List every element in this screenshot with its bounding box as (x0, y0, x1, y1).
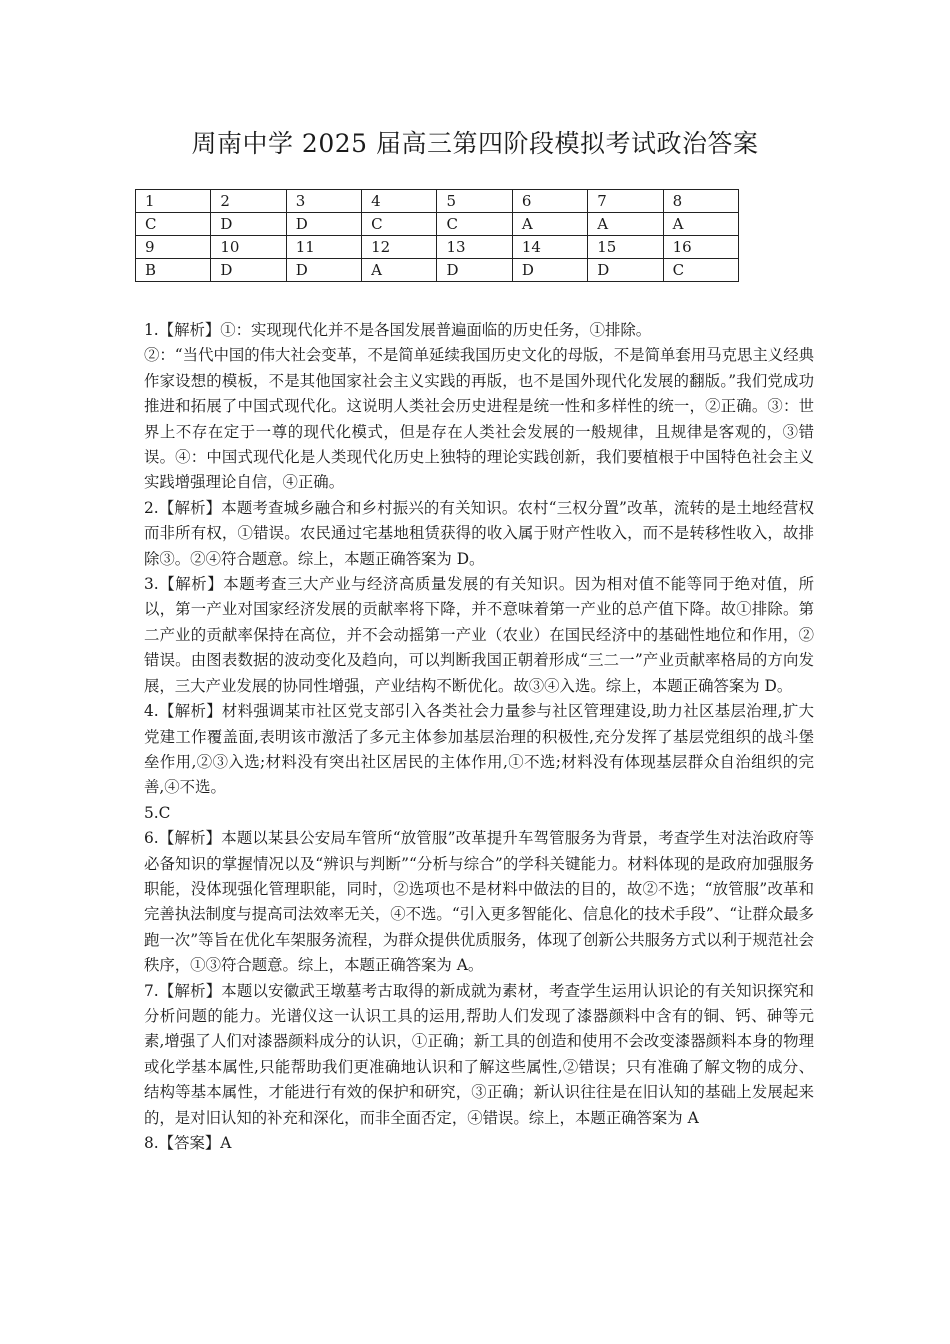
explanation-q1-continued: ②：“当代中国的伟大社会变革，不是简单延续我国历史文化的母版，不是简单套用马克思主义经典作家设想的模板，不是其他国家社会主义实践的再版，也不是国外现代化发展的翻版。”我们党成功推进和拓展了中国式现代化。这说明人类社会历史进程是统一性和多样性的统一，②正确。③：世界上不存在定于一尊的现代化模式，但是存在人类社会发展的一般规律，且规律是客观的，③错误。④：中国式现代化是人类现代化历史上独特的理论实践创新，我们要植根于中国特色社会主义实践增强理论自信，④正确。 (144, 346, 814, 492)
table-cell: 8 (663, 190, 738, 213)
table-row (136, 236, 739, 259)
table-cell: 9 (136, 236, 211, 259)
table-cell: C (663, 259, 738, 282)
table-row (136, 213, 739, 236)
answer-table (135, 189, 739, 282)
table-cell: B (136, 259, 211, 282)
table-cell: A (588, 213, 663, 236)
table-cell: 16 (663, 236, 738, 259)
table-cell: D (286, 259, 361, 282)
table-cell: C (437, 213, 512, 236)
explanation-q1: 1.【解析】①：实现现代化并不是各国发展普遍面临的历史任务，①排除。 (144, 321, 652, 339)
table-cell: 4 (362, 190, 437, 213)
table-cell: 5 (437, 190, 512, 213)
table-cell: D (512, 259, 587, 282)
table-cell: A (512, 213, 587, 236)
table-cell: 1 (136, 190, 211, 213)
explanation-q8: 8.【答案】A (144, 1134, 232, 1152)
explanation-q3: 3.【解析】本题考查三大产业与经济高质量发展的有关知识。因为相对值不能等同于绝对值，所以，第一产业对国家经济发展的贡献率将下降，并不意味着第一产业的总产值下降。故①排除。第二产业的贡献率保持在高位，并不会动摇第一产业（农业）在国民经济中的基础性地位和作用，②错误。由图表数据的波动变化及趋向，可以判断我国正朝着形成“三二一”产业贡献率格局的方向发展，三大产业发展的协同性增强，产业结构不断优化。故③④入选。综上，本题正确答案为 D。 (144, 575, 814, 695)
page-title: 周南中学 2025 届高三第四阶段模拟考试政治答案 (191, 129, 759, 158)
table-cell: 13 (437, 236, 512, 259)
table-cell: 6 (512, 190, 587, 213)
explanation-q4: 4.【解析】材料强调某市社区党支部引入各类社会力量参与社区管理建设,助力社区基层治理,扩大党建工作覆盖面,表明该市激活了多元主体参加基层治理的积极性,充分发挥了基层党组织的战斗堡垒作用,②③入选;材料没有突出社区居民的主体作用,①不选;材料没有体现基层群众自治组织的完善,④不选。 (144, 702, 814, 797)
explanation-q6: 6.【解析】本题以某县公安局车管所“放管服”改革提升车驾管服务为背景，考查学生对法治政府等必备知识的掌握情况以及“辨识与判断”“分析与综合”的学科关键能力。材料体现的是政府加强服务职能，没体现强化管理职能，同时，②选项也不是材料中做法的目的，故②不选；“放管服”改革和完善执法制度与提高司法效率无关，④不选。“引入更多智能化、信息化的技术手段”、“让群众最多跑一次”等旨在优化车架服务流程，为群众提供优质服务，体现了创新公共服务方式以利于规范社会秩序，①③符合题意。综上，本题正确答案为 A。 (144, 829, 815, 975)
table-cell: 10 (211, 236, 286, 259)
table-cell: D (588, 259, 663, 282)
table-cell: D (211, 259, 286, 282)
table-cell: A (362, 259, 437, 282)
table-cell: 12 (362, 236, 437, 259)
table-cell: D (286, 213, 361, 236)
table-cell: 2 (211, 190, 286, 213)
table-cell: A (663, 213, 738, 236)
table-cell: 7 (588, 190, 663, 213)
table-cell: 15 (588, 236, 663, 259)
table-cell: 14 (512, 236, 587, 259)
table-row (136, 190, 739, 213)
explanation-q2: 2.【解析】本题考查城乡融合和乡村振兴的有关知识。农村“三权分置”改革，流转的是土地经营权而非所有权，①错误。农民通过宅基地租赁获得的收入属于财产性收入，而不是转移性收入，故排除③。②④符合题意。综上，本题正确答案为 D。 (144, 498, 814, 568)
explanation-q5: 5.C (144, 803, 171, 822)
table-cell: D (211, 213, 286, 236)
table-row (136, 259, 739, 282)
table-cell: C (136, 213, 211, 236)
table-cell: 3 (286, 190, 361, 213)
table-cell: C (362, 213, 437, 236)
explanation-q7: 7.【解析】本题以安徽武王墩墓考古取得的新成就为素材，考查学生运用认识论的有关知识探究和分析问题的能力。光谱仪这一认识工具的运用,帮助人们发现了漆器颜料中含有的铜、钙、砷等元素,增强了人们对漆器颜料成分的认识，①正确；新工具的创造和使用不会改变漆器颜料本身的物理或化学基本属性,只能帮助我们更准确地认识和了解这些属性,②错误；只有准确了解文物的成分、结构等基本属性，才能进行有效的保护和研究，③正确；新认识往往是在旧认知的基础上发展起来的，是对旧认知的补充和深化，而非全面否定，④错误。综上，本题正确答案为 A (144, 981, 814, 1127)
table-cell: D (437, 259, 512, 282)
explanations-body (144, 318, 814, 1156)
table-cell: 11 (286, 236, 361, 259)
